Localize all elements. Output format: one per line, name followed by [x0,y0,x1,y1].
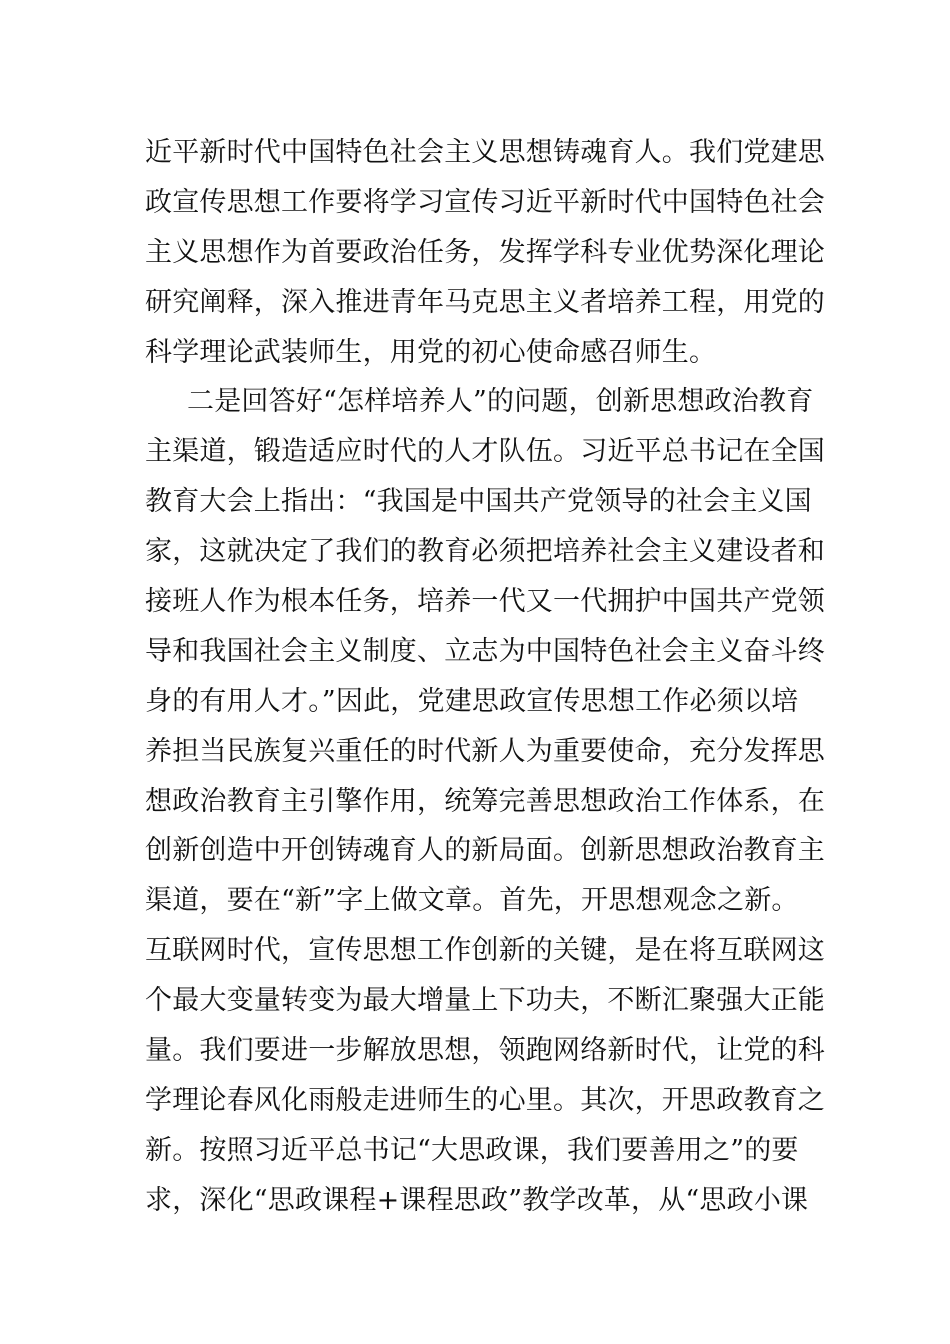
text-line: 政宣传思想工作要将学习宣传习近平新时代中国特色社会 [145,186,825,218]
text-line: 近平新时代中国特色社会主义思想铸魂育人。我们党建思 [145,137,825,168]
text-line: 求，深化“思政课程+课程思政”教学改革，从“思政小课 [145,1184,809,1216]
text-line: 量。我们要进一步解放思想，领跑网络新时代，让党的科 [145,1035,825,1067]
text-line: 想政治教育主引擎作用，统筹完善思想政治工作体系，在 [145,785,825,817]
text-line: 学理论春风化雨般走进师生的心里。其次，开思政教育之 [145,1084,825,1116]
text-line: 科学理论武装师生，用党的初心使命感召师生。 [145,336,717,368]
text-line: 家，这就决定了我们的教育必须把培养社会主义建设者和 [145,536,825,568]
paragraph-first-line: 二是回答好“怎样培养人”的问题，创新思想政治教育 [187,386,814,418]
text-line: 养担当民族复兴重任的时代新人为重要使命，充分发挥思 [145,735,825,767]
text-line: 新。按照习近平总书记“大思政课，我们要善用之”的要 [145,1134,799,1166]
text-line: 导和我国社会主义制度、立志为中国特色社会主义奋斗终 [145,635,825,667]
text-line: 主渠道，锻造适应时代的人才队伍。习近平总书记在全国 [145,436,825,468]
text-line: 主义思想作为首要政治任务，发挥学科专业优势深化理论 [145,236,825,268]
text-line: 创新创造中开创铸魂育人的新局面。创新思想政治教育主 [145,835,825,867]
text-line: 教育大会上指出：“我国是中国共产党领导的社会主义国 [145,486,812,518]
text-line: 渠道，要在“新”字上做文章。首先，开思想观念之新。 [145,885,799,917]
text-line: 个最大变量转变为最大增量上下功夫，不断汇聚强大正能 [145,985,825,1017]
text-line: 研究阐释，深入推进青年马克思主义者培养工程，用党的 [145,286,825,318]
text-line: 身的有用人才。”因此，党建思政宣传思想工作必须以培 [145,685,799,717]
body-text [145,128,825,1226]
text-line: 接班人作为根本任务，培养一代又一代拥护中国共产党领 [145,586,825,618]
text-line: 互联网时代，宣传思想工作创新的关键，是在将互联网这 [145,935,825,967]
